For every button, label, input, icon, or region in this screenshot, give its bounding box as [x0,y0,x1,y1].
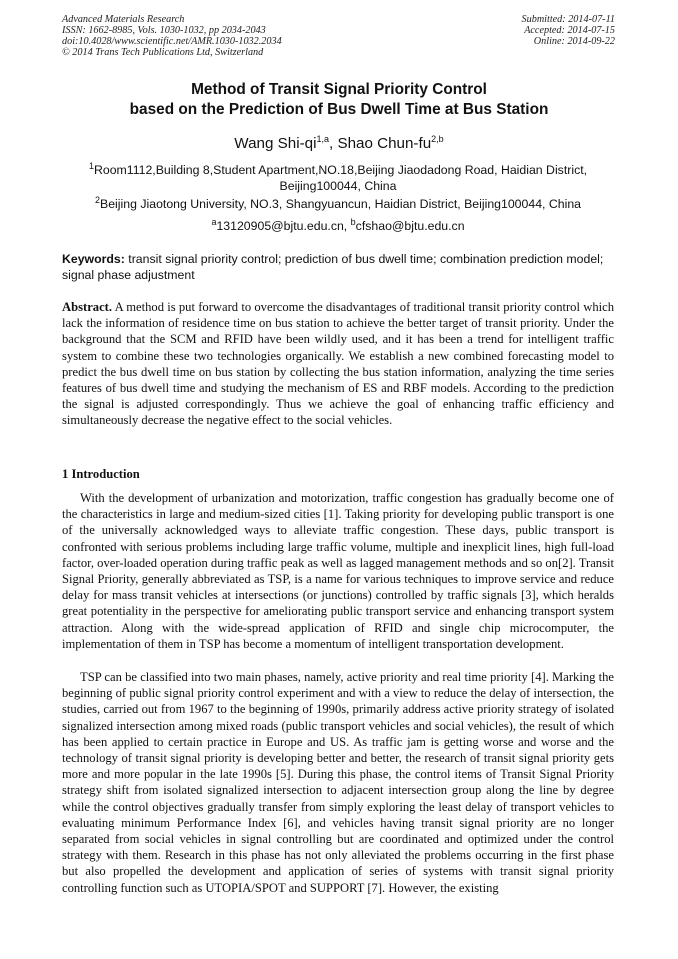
keywords-text: transit signal priority control; prediction of bus dwell time; combination prediction model; signal phase adjustment [62,252,604,282]
affiliation-2-text: Beijing Jiaotong University, NO.3, Shangyuancun, Haidian District, Beijing100044, China [100,197,581,212]
dates-header [522,14,615,47]
title-line-1: Method of Transit Signal Priority Control [191,81,487,98]
affiliation-1-sup: 1 [88,161,94,171]
author-2-affil: 2,b [431,134,444,144]
affiliation-2-sup: 2 [95,195,101,205]
journal-issn: ISSN: 1662-8985, Vols. 1030-1032, pp 2034-2043 [62,25,266,36]
abstract-label: Abstract. [62,300,113,314]
paper-title [0,80,678,120]
journal-copyright: © 2014 Trans Tech Publications Ltd, Switzerland [62,47,264,58]
keywords-label: Keywords: [62,252,125,266]
intro-paragraph-1: With the development of urbanization and motorization, traffic congestion has gradually become one of the characteristics in large and medium-sized cities [1]. Taking priority for developing public transport is one of the universally acknowledged ways to alleviate traffic congestion. These days, public transport is confronted with serious problems including large traffic volume, multiple and inexplicit lines, high full-load factor, over-loaded operation during traffic peak as well as lagged management methods and so on[2]. Transit Signal Priority, generally abbreviated as TSP, is a name for various techniques to improve service and reduce delay for mass transit vehicles at intersections (or junctions) controlled by traffic signals [3], which heralds great potentiality in the perspective for ameliorating public transport service and enhancing transport system attraction. Along with the wide-spread application of RFID and single chip microcomputer, the implementation of them in TSP has become a momentum of intelligent transportation development. [62,491,614,651]
email-a: 13120905@bjtu.edu.cn, [216,219,351,234]
email-b: cfshao@bjtu.edu.cn [355,219,465,234]
intro-paragraph-2: TSP can be classified into two main phases, namely, active priority and real time priority [4]. Marking the beginning of public signal priority control experiment and with a view to reduce the delay of intersection, the studies, carried out from 1967 to the beginning of 1990s, primarily address active priority strategy of isolated signalized intersection among mixed roads (public transport vehicles and social vehicles), the result of which has been applied to certain practice in Europe and US. As traffic jam is getting worse and worse and the technology of transit signal priority is developing better and better, the research of transit signal priority gets more and more popular in the late 1990s [5]. During this phase, the control items of Transit Signal Priority strategy shift from isolated signalized intersection to adjacent intersection group along the line by degree while the control objectives gradually transfer from simply exploring the least delay of transport vehicles to evaluating minimum Performance Index [6], and vehicles having transit signal priority are no longer separated from social vehicles in signal controlling but are coordinated and optimized under the control strategy with them. Research in this phase has not only alleviated the problems occurring in the first phase but also propelled the development and application of series of systems with transit signal priority controlling function such as UTOPIA/SPOT and SUPPORT [7]. However, the existing [62,670,614,895]
title-line-2: based on the Prediction of Bus Dwell Time at Bus Station [129,101,549,118]
abstract [62,299,614,429]
accepted-date: Accepted: 2014-07-15 [524,25,615,36]
email-b-sup: b [350,217,356,227]
online-date: Online: 2014-09-22 [533,36,615,47]
journal-header [62,14,282,58]
email-a-sup: a [211,217,217,227]
author-list [0,129,678,154]
section-heading: 1 Introduction [62,467,140,481]
author-2-name: Shao Chun-fu [337,135,432,153]
journal-name: Advanced Materials Research [62,14,185,25]
keywords [62,251,614,283]
author-emails [62,214,614,234]
abstract-text: A method is put forward to overcome the disadvantages of traditional transit priority control which lack the information of residence time on bus station to achieve the better target of transit priority. Under the background that the SCM and RFID have been wildly used, and it has been a trend for intelligent traffic system to combine these two technologies organically. We establish a new combined forecasting model to predict the bus dwell time on bus station by collecting the bus station information, analyzing the time series features of bus dwell time and studying the mechanism of ES and RBF models. According to the prediction the signal is adjusted correspondingly. Thus we achieve the goal of enhancing traffic efficiency and simultaneously decrease the negative effect to the social vehicles. [62,300,614,428]
author-1-affil: 1,a [316,134,329,144]
journal-doi: doi:10.4028/www.scientific.net/AMR.1030-1032.2034 [62,36,282,47]
submitted-date: Submitted: 2014-07-11 [521,14,615,25]
affiliation-2 [62,192,614,212]
author-separator: , [328,135,338,153]
affiliation-1 [62,158,614,194]
author-1-name: Wang Shi-qi [234,135,317,153]
affiliation-1-text: Room1112,Building 8,Student Apartment,NO.18,Beijing Jiaodadong Road, Haidian District, Beijing100044, China [93,163,588,194]
